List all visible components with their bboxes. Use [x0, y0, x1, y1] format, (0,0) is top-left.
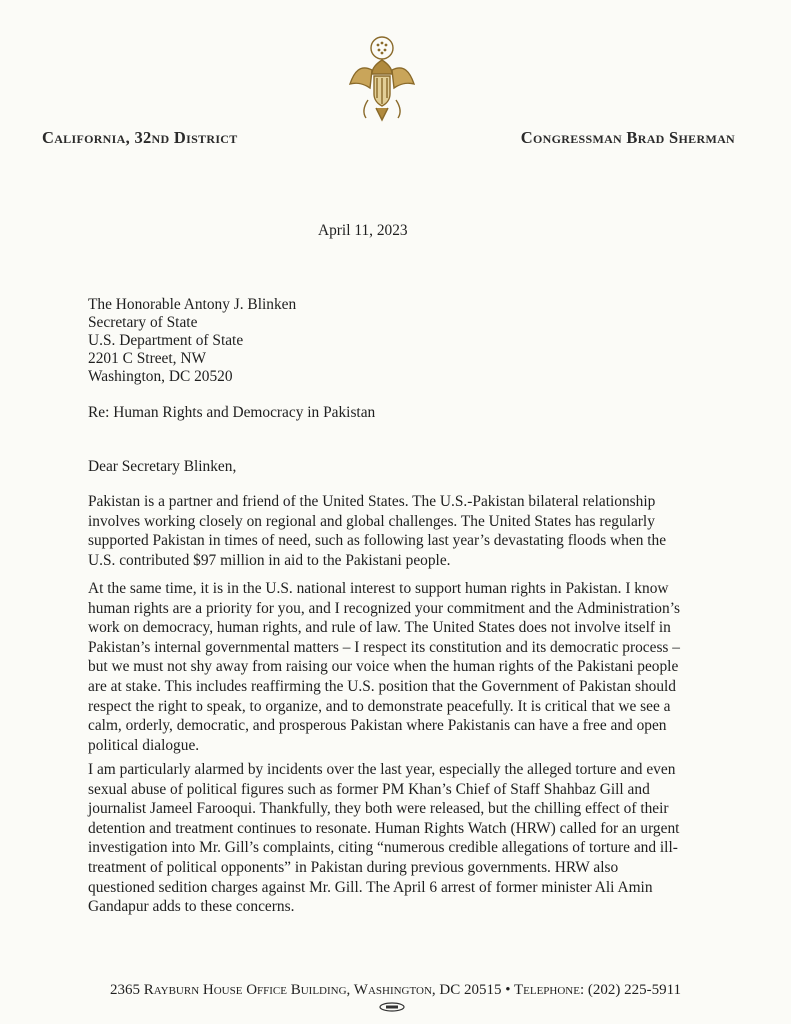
- office-address-footer: 2365 Rayburn House Office Building, Washington, DC 20515 • Telephone: (202) 225-5911: [109, 982, 682, 998]
- paragraph-line: sexual abuse of political figures such as former PM Khan’s Chief of Staff Shahbaz Gill and: [88, 780, 650, 798]
- paragraph-line: detention and treatment continues to resonate. Human Rights Watch (HRW) called for an urgent: [88, 819, 680, 837]
- paragraph-line: supported Pakistan in times of need, such as following last year’s devastating floods when the: [88, 532, 667, 550]
- paragraph-line: involves working closely on regional and global challenges. The United States has regularly: [88, 512, 655, 530]
- paragraph-line: human rights are a priority for you, and I recognized your commitment and the Administration’s: [88, 599, 680, 617]
- paragraph-line: Gandapur adds to these concerns.: [88, 898, 295, 916]
- salutation: Dear Secretary Blinken,: [88, 458, 237, 475]
- paragraph-line: are at stake. This includes reaffirming the U.S. position that the Government of Pakistan should: [88, 677, 677, 695]
- recipient-line: Secretary of State: [88, 314, 198, 331]
- district-heading: California, 32nd District: [42, 128, 238, 147]
- paragraph-line: respect the right to speak, to organize, and to demonstrate peacefully. It is critical that we see a: [88, 697, 671, 715]
- congressman-heading: Congressman Brad Sherman: [520, 128, 735, 147]
- paragraph-line: U.S. contributed $97 million in aid to the Pakistani people.: [88, 551, 451, 569]
- paragraph-line: journalist Jameel Farooqui. Thankfully, they both were released, but the chilling effect of their: [88, 800, 669, 818]
- body-paragraph: [88, 492, 708, 570]
- letter-date: April 11, 2023: [318, 222, 408, 239]
- paragraph-line: investigation into Mr. Gill’s complaints, citing “numerous credible allegations of torture and ill-: [88, 839, 678, 857]
- paragraph-line: Pakistan is a partner and friend of the United States. The U.S.-Pakistan bilateral relationship: [88, 493, 656, 510]
- recipient-line: The Honorable Antony J. Blinken: [88, 296, 297, 313]
- paragraph-line: calm, orderly, democratic, and prosperous Pakistan where Pakistanis can have a free and open: [88, 717, 667, 735]
- body-paragraph: [88, 579, 708, 755]
- paragraph-line: I am particularly alarmed by incidents over the last year, especially the alleged torture and even: [88, 761, 676, 778]
- paragraph-line: treatment of political opponents” in Pakistan during previous governments. HRW also: [88, 858, 619, 876]
- recipient-line: Washington, DC 20520: [88, 368, 233, 385]
- paragraph-line: but we must not shy away from raising our voice when the human rights of the Pakistani people: [88, 658, 679, 676]
- paragraph-line: questioned sedition charges against Mr. Gill. The April 6 arrest of former minister Ali Amin: [88, 878, 653, 896]
- body-paragraph: [88, 760, 708, 917]
- paragraph-line: political dialogue.: [88, 736, 200, 754]
- paragraph-line: work on democracy, human rights, and rule of law. The United States does not involve itself in: [88, 619, 671, 637]
- recipient-line: 2201 C Street, NW: [88, 350, 206, 367]
- recycled-paper-mark-icon: [378, 1002, 406, 1012]
- paragraph-line: Pakistan’s internal governmental matters – I respect its constitution and its democratic process –: [88, 638, 680, 656]
- subject-line: Re: Human Rights and Democracy in Pakistan: [88, 404, 376, 421]
- paragraph-line: At the same time, it is in the U.S. national interest to support human rights in Pakistan. I know: [88, 580, 669, 597]
- recipient-line: U.S. Department of State: [88, 332, 244, 349]
- us-eagle-seal-icon: [346, 34, 418, 124]
